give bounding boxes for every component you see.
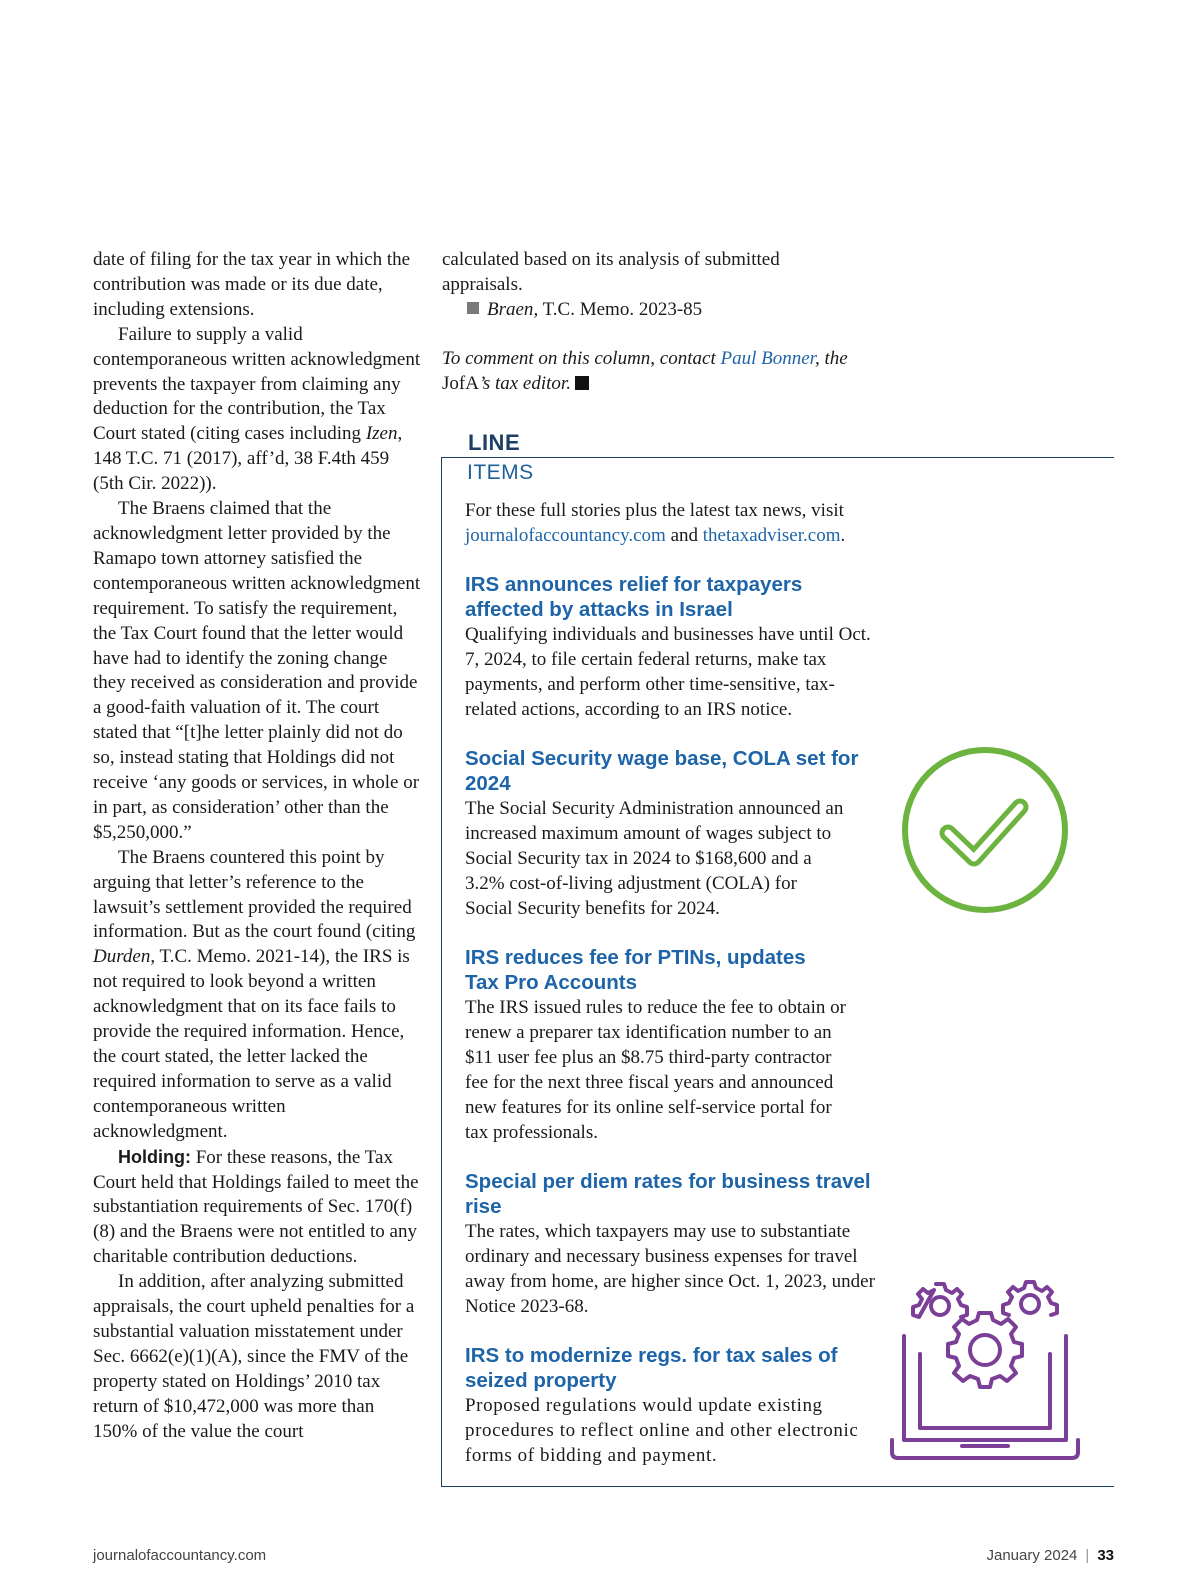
- news-headline[interactable]: IRS reduces fee for PTINs, updates Tax Pro Accounts: [465, 946, 806, 994]
- page-number: 33: [1097, 1547, 1114, 1564]
- journal-link[interactable]: journalofaccountancy.com: [465, 525, 666, 546]
- end-mark-icon: [575, 376, 589, 390]
- body-paragraph: The Braens countered this point by arguing that letter’s reference to the lawsuit’s settlement provided the required information. But as the court found (citing Durden, T.C. Memo. 2021-14), the IRS is not required to look beyond a written acknowledgment that on its face fails to provide the required information. Hence, the court stated, the letter lacked the required information to serve as a valid contemporaneous written acknowledgment.: [93, 846, 416, 1142]
- footer-date: January 2024: [986, 1547, 1078, 1564]
- news-headline[interactable]: Social Security wage base, COLA set for 2024: [465, 747, 859, 795]
- footer-page-info: January 2024 | 33: [986, 1547, 1114, 1564]
- news-headline[interactable]: IRS to modernize regs. for tax sales of seized property: [465, 1344, 838, 1392]
- body-paragraph: Failure to supply a valid contemporaneous written acknowledgment prevents the taxpayer from claiming any deduction for the contribution, the Tax Court stated (citing cases including Izen, 148 T.C. 71 (2017), aff’d, 38 F.4th 459 (5th Cir. 2022)).: [93, 323, 421, 495]
- checkmark-circle-icon: [900, 745, 1070, 915]
- body-paragraph: calculated based on its analysis of submitted appraisals.: [442, 249, 780, 295]
- taxadviser-link[interactable]: thetaxadviser.com: [702, 525, 841, 546]
- footer-site: journalofaccountancy.com: [93, 1547, 267, 1564]
- holding-label: Holding:: [118, 1146, 191, 1167]
- news-item: [465, 1169, 885, 1319]
- comment-note: To comment on this column, contact Paul Bonner, the JofA’s tax editor.: [442, 347, 848, 394]
- news-body: Qualifying individuals and businesses have until Oct. 7, 2024, to file certain federal returns, make tax payments, and perform other time-sensitive, tax-related actions, according to an IRS notice.: [465, 624, 871, 720]
- news-body: The rates, which taxpayers may use to substantiate ordinary and necessary business expenses for travel away from home, are higher since Oct. 1, 2023, under Notice 2023-68.: [465, 1221, 875, 1317]
- line-items-intro: For these full stories plus the latest tax news, visit journalofaccountancy.com and thetaxadviser.com.: [465, 500, 846, 546]
- editor-link[interactable]: Paul Bonner: [720, 347, 815, 369]
- left-column: [93, 248, 423, 1445]
- line-items-title: LINE: [468, 430, 521, 455]
- right-column-top: [442, 248, 862, 397]
- news-body: The Social Security Administration announced an increased maximum amount of wages subject to Social Security tax in 2024 to $168,600 and a 3.2% cost-of-living adjustment (COLA) for Social Security benefits for 2024.: [465, 798, 844, 919]
- laptop-gears-icon: [890, 1280, 1080, 1466]
- news-body: Proposed regulations would update existing procedures to reflect online and other electronic forms of bidding and payment.: [465, 1395, 859, 1466]
- case-citation: Braen, T.C. Memo. 2023-85: [442, 298, 862, 323]
- news-item: [465, 1343, 885, 1468]
- news-headline[interactable]: IRS announces relief for taxpayers affected by attacks in Israel: [465, 573, 803, 621]
- news-item: [465, 945, 885, 1145]
- body-paragraph: The Braens claimed that the acknowledgment letter provided by the Ramapo town attorney satisfied the contemporaneous written acknowledgment requirement. To satisfy the requirement, the Tax Court found that the letter would have had to identify the zoning change they received as consideration and provide a good-faith valuation of it. The court stated that “[t]he letter plainly did not do so, instead stating that Holdings did not receive ‘any goods or services, in whole or in part, as consideration’ other than the $5,250,000.”: [93, 498, 421, 843]
- news-headline[interactable]: Special per diem rates for business travel rise: [465, 1170, 871, 1218]
- body-paragraph: In addition, after analyzing submitted appraisals, the court upheld penalties for a substantial valuation misstatement under Sec. 6662(e)(1)(A), since the FMV of the property stated on Holdings’ 2010 tax return of $10,472,000 was more than 150% of the value the court: [93, 1271, 415, 1442]
- line-items-subtitle: ITEMS: [467, 461, 534, 484]
- news-body: The IRS issued rules to reduce the fee to obtain or renew a preparer tax identification number to an $11 user fee plus an $8.75 third-party contractor fee for the next three fiscal years and announced new features for its online self-service portal for tax professionals.: [465, 997, 846, 1143]
- body-paragraph: date of filing for the tax year in which the contribution was made or its due date, including extensions.: [93, 249, 411, 320]
- news-item: [465, 572, 885, 722]
- bullet-square-icon: [467, 302, 479, 314]
- news-item: [465, 746, 885, 921]
- line-items-content: [465, 498, 885, 1468]
- holding-paragraph: Holding: For these reasons, the Tax Court held that Holdings failed to meet the substantiation requirements of Sec. 170(f)(8) and the Braens were not entitled to any charitable contribution deductions.: [93, 1146, 419, 1268]
